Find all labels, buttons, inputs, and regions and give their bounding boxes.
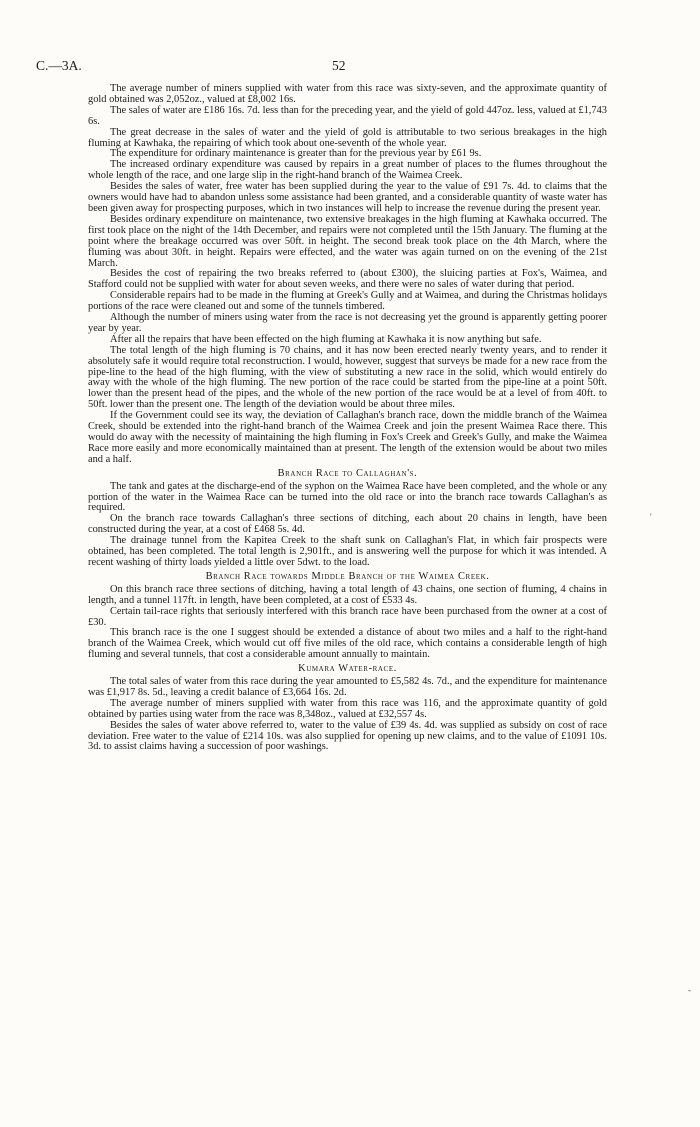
paragraph: The average number of miners supplied with water from this race was 116, and the approximate quantity of gold obtained by parties using water from the race was 8,348oz., valued at £32,557 4s.	[88, 697, 607, 720]
paragraph: This branch race is the one I suggest should be extended a distance of about two miles and a half to the right-hand branch of the Waimea Creek, which would cut off five miles of the old race, which contains a considerable length of high fluming and several tunnels, that cost a considerable amount annually to maintain.	[88, 627, 607, 661]
paragraph: Certain tail-race rights that seriously interfered with this branch race have been purchased from the owner at a cost of £30.	[88, 605, 607, 628]
paragraph: The total length of the high fluming is 70 chains, and it has now been erected nearly twenty years, and to render it absolutely safe it would require total reconstruction. I would, however, suggest that surveys be made for a new race from the pipe-line to the head of the high fluming, with the view of substituting a new race in the solid, which would entirely do away with the whole of the high fluming. The new portion of the race could be started from the pipe-line at a point 50ft. lower than the present head of the pipes, and the whole of the new portion of the race would be at a level of from 40ft. to 50ft. lower than the present one. The length of the deviation would be about three miles.	[88, 344, 607, 411]
paragraph: After all the repairs that have been effected on the high fluming at Kawhaka it is now anything but safe.	[110, 333, 542, 345]
paragraph: Although the number of miners using water from the race is not decreasing yet the ground is apparently getting poorer year by year.	[88, 312, 607, 334]
paragraph: The tank and gates at the discharge-end of the syphon on the Waimea Race have been completed, and the whole or any portion of the water in the Waimea Race can be turned into the old race or into the branch race towards Callaghan's as required.	[88, 480, 607, 514]
paragraph: The drainage tunnel from the Kapitea Creek to the shaft sunk on Callaghan's Flat, in which fair prospects were obtained, has been completed. The total length is 2,901ft., and is answering well the purpose for which it was intended. A recent washing of thirty loads yielded a little over 5dwt. to the load.	[88, 535, 607, 568]
paragraph: On the branch race towards Callaghan's three sections of ditching, each about 20 chains in length, have been constructed during the year, at a cost of £468 5s. 4d.	[88, 513, 607, 536]
paragraph: On this branch race three sections of ditching, having a total length of 43 chains, one section of fluming, 4 chains in length, and a tunnel 117ft. in length, have been completed, at a cost of £533 4s.	[88, 583, 607, 606]
page-header	[36, 58, 656, 78]
document-reference: C.—3A.	[36, 58, 82, 73]
margin-mark: '	[650, 512, 652, 522]
margin-mark: -	[688, 985, 691, 995]
paragraph: Besides the sales of water, free water has been supplied during the year to the value of £91 7s. 4d. to claims that the owners would have had to abandon unless some assistance had been granted, and a considerable quantity of waste water has been given away for prospecting purposes, which in two instances will help to increase the revenue during the present year.	[88, 181, 607, 214]
section-heading: Kumara Water-race.	[298, 663, 397, 675]
page-body	[88, 84, 607, 753]
paragraph: The increased ordinary expenditure was caused by repairs in a great number of places to the flumes throughout the whole length of the race, and one large slip in the right-hand branch of the Waimea Creek.	[88, 159, 607, 182]
paragraph: The total sales of water from this race during the year amounted to £5,582 4s. 7d., and the expenditure for maintenance was £1,917 8s. 5d., leaving a credit balance of £3,664 16s. 2d.	[88, 676, 607, 698]
page-number: 52	[332, 58, 346, 73]
section-heading: Branch Race towards Middle Branch of the Waimea Creek.	[205, 570, 490, 582]
paragraph: The expenditure for ordinary maintenance is greater than for the previous year by £61 9s.	[110, 148, 482, 160]
paragraph: The average number of miners supplied with water from this race was sixty-seven, and the approximate quantity of gold obtained was 2,052oz., valued at £8,002 16s.	[88, 83, 607, 105]
section-heading: Branch Race to Callaghan's.	[277, 467, 418, 479]
paragraph: The sales of water are £186 16s. 7d. less than for the preceding year, and the yield of gold 447oz. less, valued at £1,743 6s.	[88, 104, 607, 127]
paragraph: Besides the sales of water above referred to, water to the value of £39 4s. 4d. was supplied as subsidy on cost of race deviation. Free water to the value of £214 10s. was also supplied for opening up new claims, and to the value of £1091 10s. 3d. to assist claims having a succession of poor washings.	[88, 719, 607, 753]
paragraph: Considerable repairs had to be made in the fluming at Greek's Gully and at Waimea, and during the Christmas holidays portions of the race were cleaned out and some of the tunnels timbered.	[88, 290, 607, 313]
paragraph: Besides ordinary expenditure on maintenance, two extensive breakages in the high fluming at Kawhaka occurred. The first took place on the night of the 14th December, and repairs were not completed until the 15th January. The fluming at the point where the breakage occurred was over 50ft. in height. The second break took place on the 4th March, where the fluming was about 30ft. in height. Repairs were effected, and the water was again turned on on the evening of the 21st March.	[88, 213, 607, 269]
paragraph: The great decrease in the sales of water and the yield of gold is attributable to two serious breakages in the high fluming at Kawhaka, the repairing of which took about one-seventh of the whole year.	[88, 126, 607, 149]
paragraph: Besides the cost of repairing the two breaks referred to (about £300), the sluicing parties at Fox's, Waimea, and Stafford could not be supplied with water for about seven weeks, and there were no sales of water during that period.	[88, 268, 607, 291]
paragraph: If the Government could see its way, the deviation of Callaghan's branch race, down the middle branch of the Waimea Creek, should be extended into the right-hand branch of the Waimea Creek and join the present Waimea Race there. This would do away with the necessity of maintaining the high fluming in Fox's Creek and Greek's Gully, and make the Waimea Race more easily and more economically maintained than at present. The length of the extension would be about two miles and a half.	[88, 410, 607, 465]
